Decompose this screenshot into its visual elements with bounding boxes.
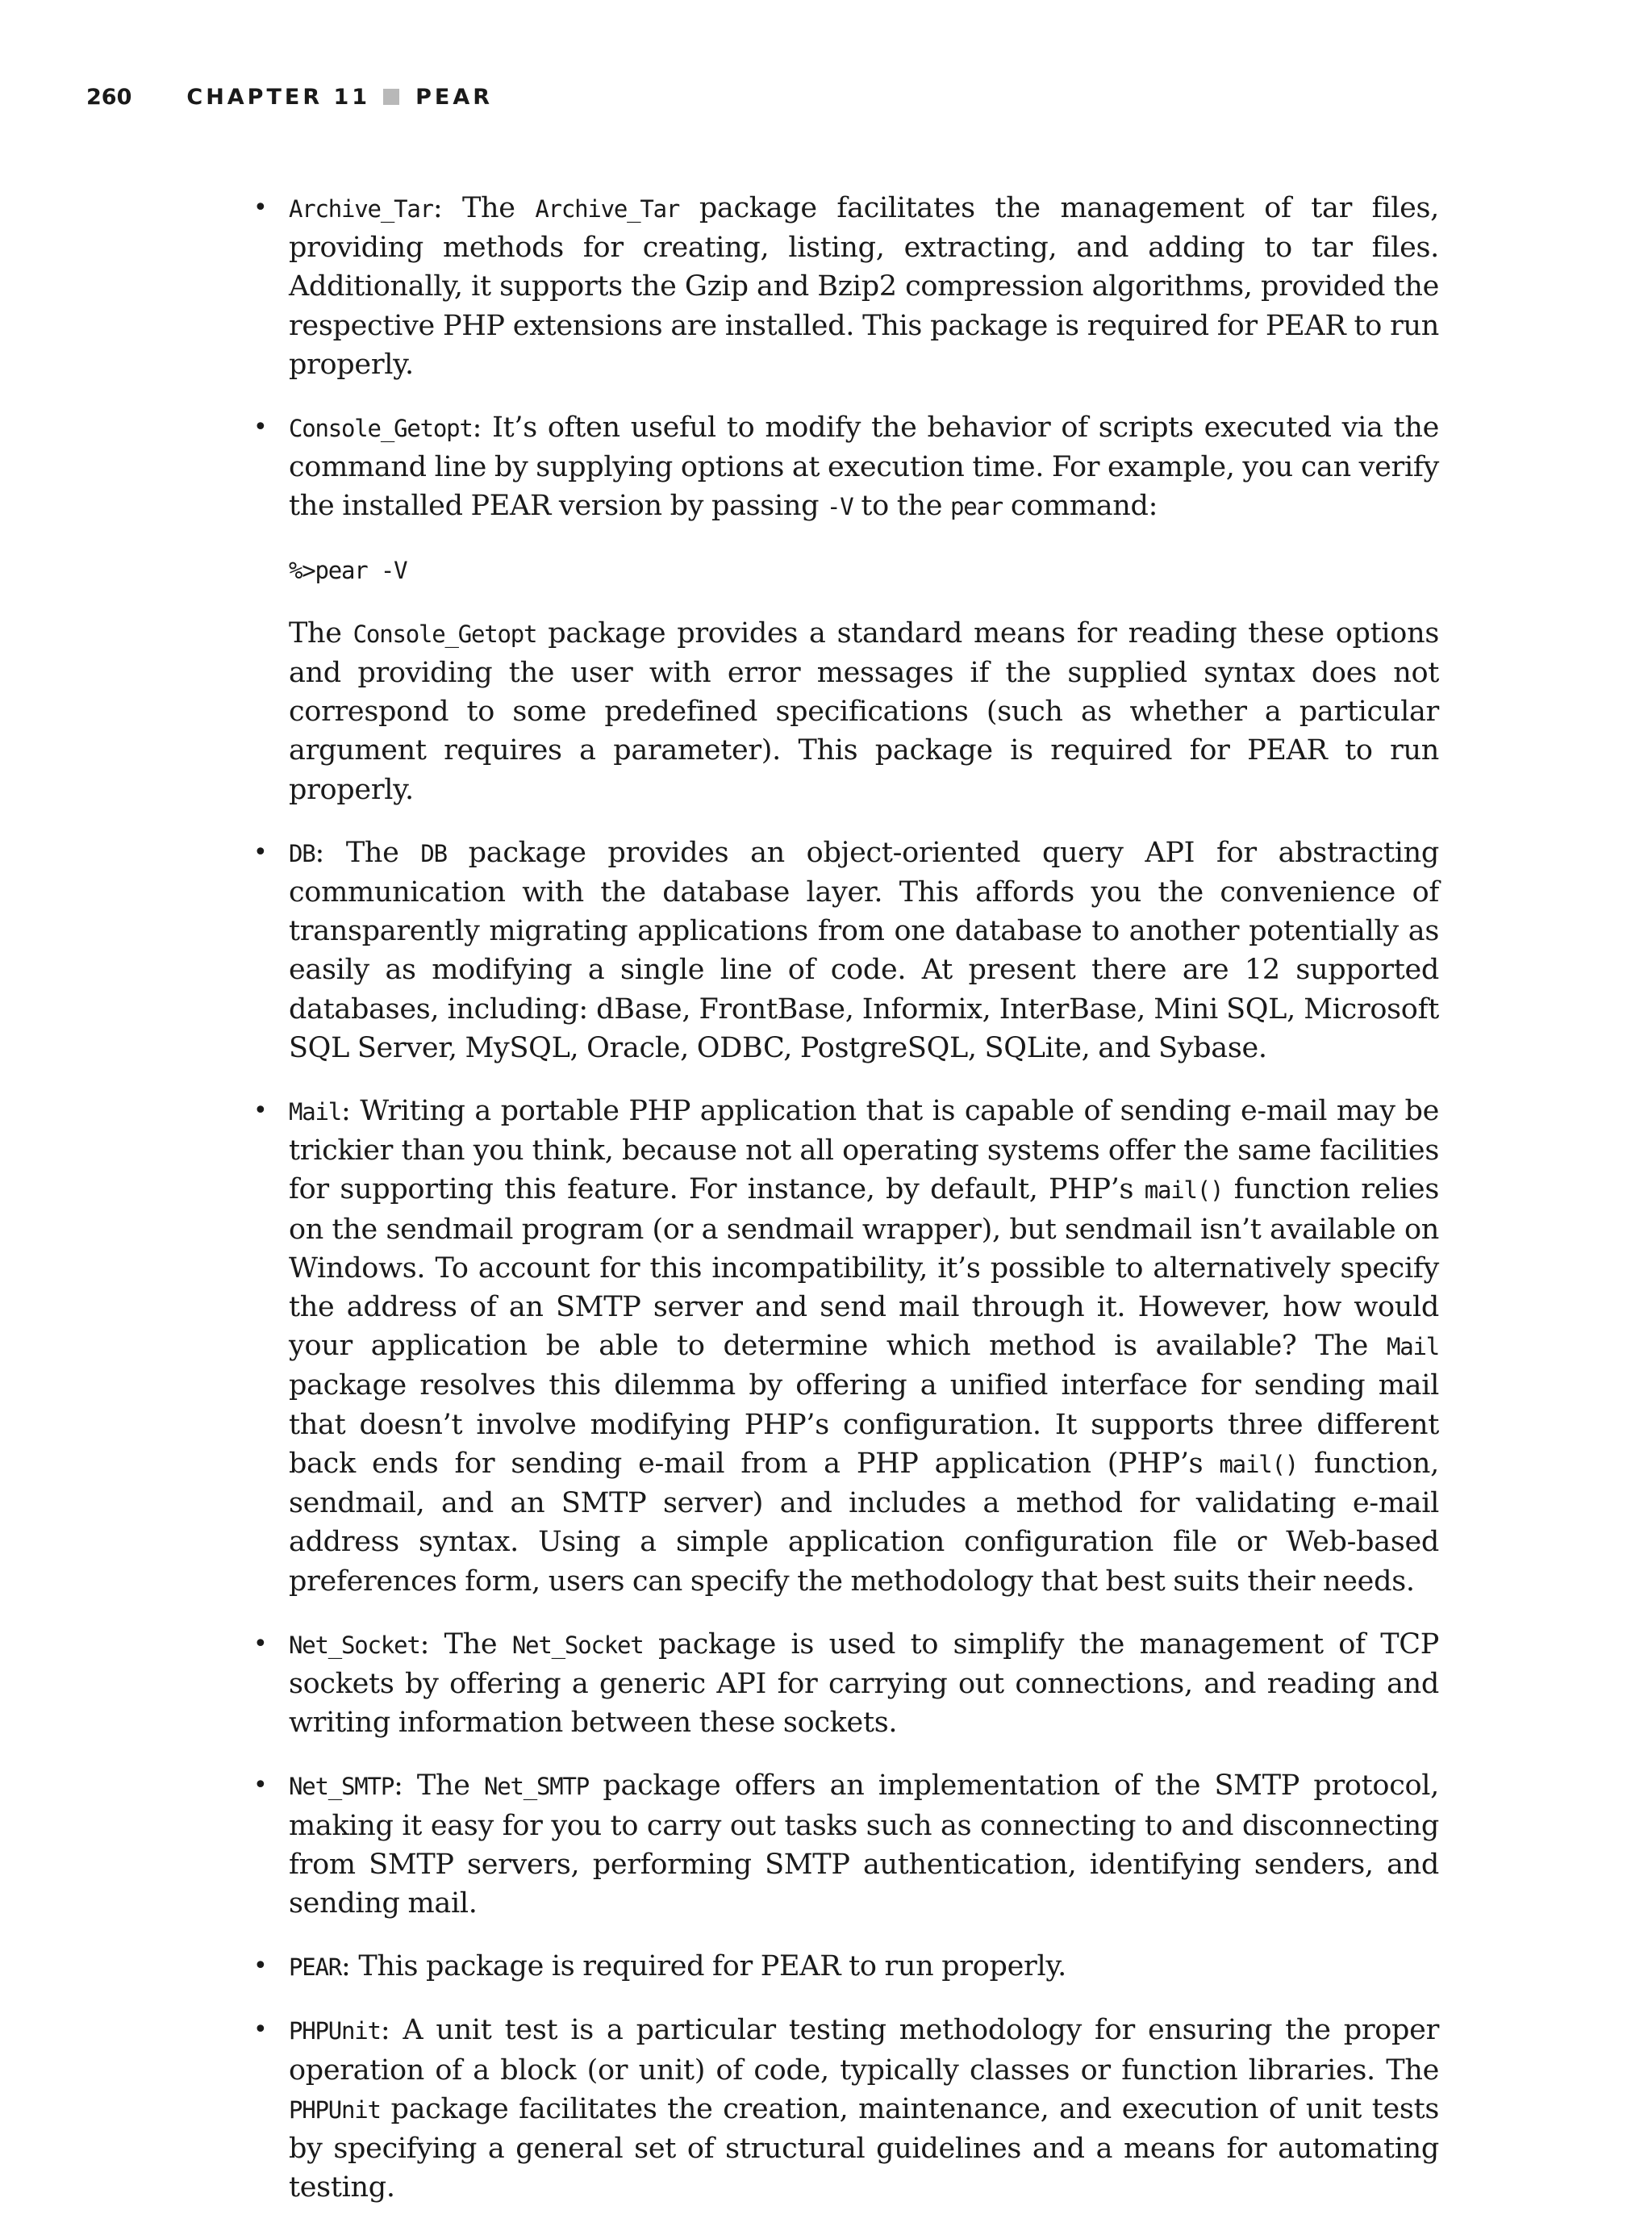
text-span: package resolves this dilemma by offering a unified interface for sending mail that doesn’t involve modifying PHP’s configuration. It supports three different back ends for sending e-mail from a PHP application (PHP’s — [289, 1369, 1439, 1480]
item-paragraph — [289, 1092, 1439, 1601]
inline-code: Archive_Tar — [535, 195, 680, 223]
text-span: package offers an implementation of the SMTP protocol, making it easy for you to carry out tasks such as connecting to and disconnecting from SMTP servers, performing SMTP authentication, identifying senders, and sending mail. — [289, 1769, 1439, 1920]
item-paragraph — [289, 408, 1439, 527]
item-paragraph — [289, 1947, 1439, 1987]
package-name: Net_Socket — [289, 1631, 420, 1659]
command-example: %>pear -V — [289, 556, 407, 584]
list-item-net-socket — [253, 1625, 1439, 1743]
package-list — [253, 189, 1440, 2207]
text-span: : The — [315, 836, 421, 869]
page-body — [253, 189, 1440, 2231]
list-item-pear — [253, 1947, 1439, 1987]
text-span: : The — [419, 1627, 512, 1661]
inline-code: DB — [420, 839, 447, 867]
item-paragraph — [289, 1766, 1439, 1923]
package-name: DB — [289, 839, 315, 867]
text-span: : The — [394, 1769, 484, 1803]
bullet-icon: • — [253, 1952, 268, 1981]
text-span: to the — [853, 490, 951, 523]
inline-code: mail() — [1219, 1450, 1298, 1478]
package-name: Mail — [289, 1098, 342, 1126]
list-item-phpunit — [253, 2011, 1439, 2207]
text-span: : A unit test is a particular testing methodology for ensuring the proper operation of a block (or unit) of code, typically classes or function libraries. The — [289, 2014, 1439, 2087]
package-name: Net_SMTP — [289, 1773, 394, 1801]
package-name: Console_Getopt — [289, 415, 473, 443]
inline-code: Net_SMTP — [483, 1773, 590, 1801]
inline-code: pear — [950, 493, 1003, 521]
item-paragraph — [289, 1625, 1439, 1743]
list-item-console-getopt — [253, 408, 1439, 809]
inline-code: Mail — [1386, 1333, 1439, 1361]
package-name: Archive_Tar — [289, 195, 433, 223]
bullet-icon: • — [253, 194, 268, 222]
item-paragraph — [289, 189, 1439, 384]
bullet-icon: • — [253, 413, 268, 442]
text-span: function relies on the sendmail program (or a sendmail wrapper), but sendmail isn’t available on Windows. To account for this incompatibility, it’s possible to alternatively specify the address of an SMTP server and send mail through it. However, how would your application be able to determine which method is available? The — [289, 1173, 1439, 1363]
inline-code: -V — [827, 493, 853, 521]
page-number: 260 — [86, 84, 132, 110]
item-paragraph-2 — [289, 614, 1439, 809]
package-name: PEAR — [289, 1953, 342, 1982]
bullet-icon: • — [253, 838, 268, 867]
text-span: package is used to simplify the management of TCP sockets by offering a generic API for carrying out connections, and reading and writing information between these sockets. — [289, 1627, 1439, 1740]
text-span: package provides an object-oriented query API for abstracting communication with the database layer. This affords you the convenience of transparently migrating applications from one database to another potentially as easily as modifying a single line of code. At present there are 12 supported databases, including: dBase, FrontBase, Informix, InterBase, Mini SQL, Microsoft SQL Server, MySQL, Oracle, ODBC, PostgreSQL, SQLite, and Sybase. — [289, 836, 1440, 1064]
text-span: : Writing a portable PHP application that is capable of sending e-mail may be trickier than you think, because not all operating systems offer the same facilities for supporting this feature. For instance, by default, PHP’s — [289, 1095, 1439, 1206]
text-span: package facilitates the management of tar files, providing methods for creating, listing, extracting, and adding to tar files. Additionally, it supports the Gzip and Bzip2 compression algorithms, provided the respective PHP extensions are installed. This package is required for PEAR to run properly. — [289, 192, 1439, 381]
running-header — [86, 81, 493, 113]
item-paragraph — [289, 2011, 1439, 2207]
bullet-icon: • — [253, 1771, 268, 1800]
text-span: package facilitates the creation, maintenance, and execution of unit tests by specifying a general set of structural guidelines and a means for automating testing. — [289, 2092, 1439, 2204]
text-span: The — [289, 616, 353, 650]
bullet-icon: • — [253, 2016, 268, 2045]
list-item-db — [253, 833, 1440, 1067]
bullet-icon: • — [253, 1629, 268, 1658]
inline-code: Console_Getopt — [353, 620, 537, 648]
text-span: : It’s often useful to modify the behavior of scripts executed via the command line by supplying options at execution time. For example, you can verify the installed PEAR version by passing — [289, 412, 1439, 523]
inline-code: PHPUnit — [289, 2095, 381, 2124]
inline-code: Net_Socket — [511, 1631, 644, 1659]
separator-square-icon — [383, 89, 399, 105]
list-item-archive-tar — [253, 189, 1439, 384]
inline-code: mail() — [1144, 1176, 1224, 1205]
item-paragraph — [289, 833, 1439, 1067]
text-span: function, sendmail, and an SMTP server) and includes a method for validating e-mail address syntax. Using a simple application configuration file or Web-based preferences form, users can specify the methodology that best suits their needs. — [289, 1447, 1439, 1598]
package-name: PHPUnit — [289, 2017, 381, 2045]
text-span: package provides a standard means for reading these options and providing the user with error messages if the supplied syntax does not correspond to some predefined specifications (such as whether a particular argument requires a parameter). This package is required for PEAR to run properly. — [289, 616, 1439, 806]
section-label: PEAR — [415, 84, 494, 110]
list-item-mail — [253, 1092, 1439, 1601]
text-span: command: — [1003, 490, 1158, 523]
text-span: : The — [432, 192, 536, 224]
text-span: : This package is required for PEAR to run properly. — [341, 1950, 1066, 1983]
list-item-net-smtp — [253, 1766, 1439, 1923]
bullet-icon: • — [253, 1097, 268, 1126]
chapter-label: CHAPTER 11 — [186, 84, 371, 110]
